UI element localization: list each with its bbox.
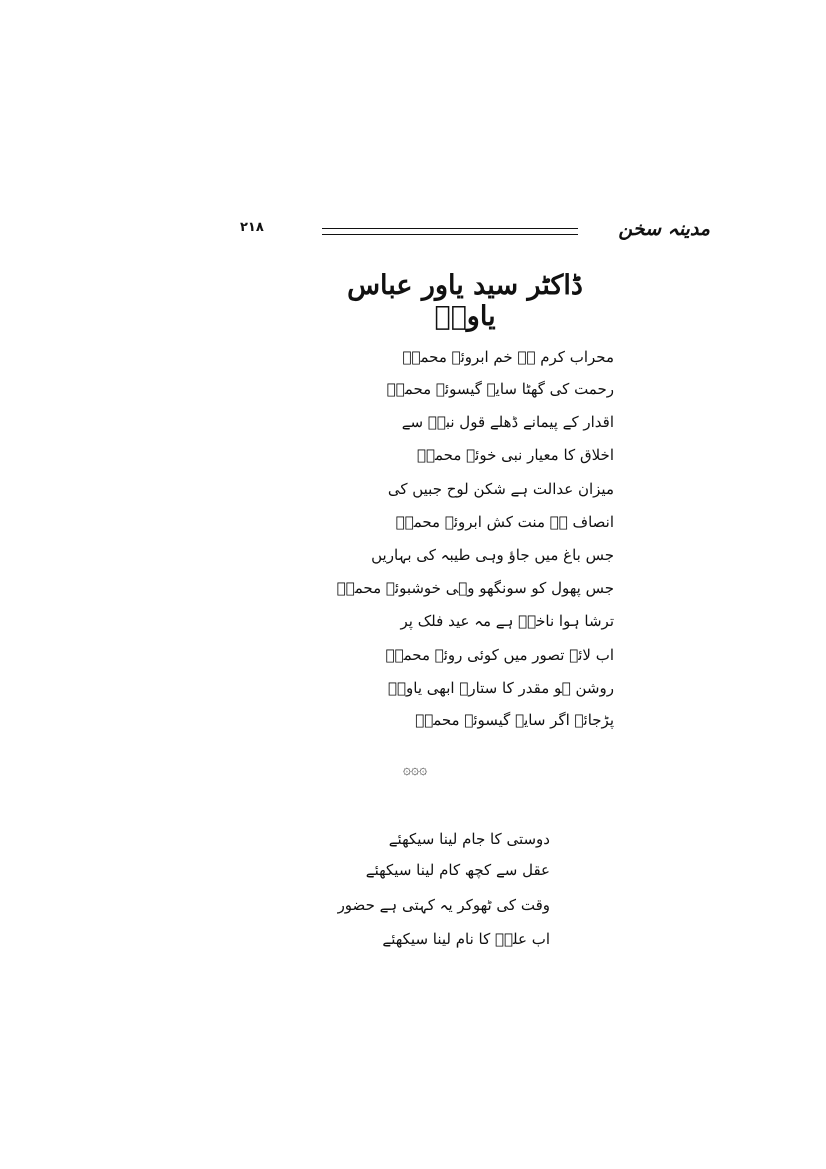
poem-line: جس باغ میں جاؤ وہی طیبہ کی بہاریں	[371, 546, 614, 564]
poem-line: انصاف ہے منت کش ابروئے محمدؐ	[395, 513, 614, 531]
poem-line: وقت کی ٹھوکر یہ کہتی ہے حضور	[337, 896, 550, 914]
poem-line: رحمت کی گھٹا سایہ گیسوئے محمدؐ	[386, 380, 614, 398]
poem-line: اخلاق کا معیار نبی خوئے محمدؐ	[417, 446, 614, 464]
poem-line: اب علیؑ کا نام لینا سیکھئے	[382, 930, 550, 948]
book-title: مدینہ سخن	[618, 218, 710, 240]
poem-line: پڑجائے اگر سایۂ گیسوئے محمدؐ	[415, 711, 614, 729]
section-separator: ۞۞۞	[402, 762, 428, 778]
author-heading: ڈاکٹر سید یاور عباس یاورؔ	[347, 270, 583, 332]
poem-line: میزان عدالت ہے شکن لوح جبیں کی	[387, 480, 614, 498]
page-number: ۲۱۸	[240, 220, 264, 235]
poem-line: عقل سے کچھ کام لینا سیکھئے	[365, 861, 550, 879]
poem-line: روشن ہو مقدر کا ستارہ ابھی یاورؔ	[388, 679, 614, 697]
header-rule	[322, 228, 578, 235]
poem-line: اب لائے تصور میں کوئی روئے محمدؐ	[385, 646, 614, 664]
poem-line: جس پھول کو سونگھو وہی خوشبوئے محمدؐ	[336, 579, 614, 597]
poem-line: اقدار کے پیمانے ڈھلے قول نبیؐ سے	[401, 413, 614, 431]
poem-line: محراب کرم ہے خم ابروئے محمدؐ	[402, 348, 614, 366]
poem-line: دوستی کا جام لینا سیکھئے	[388, 830, 550, 848]
poem-line: ترشا ہوا ناخنؐ ہے مہ عید فلک پر	[400, 612, 614, 630]
